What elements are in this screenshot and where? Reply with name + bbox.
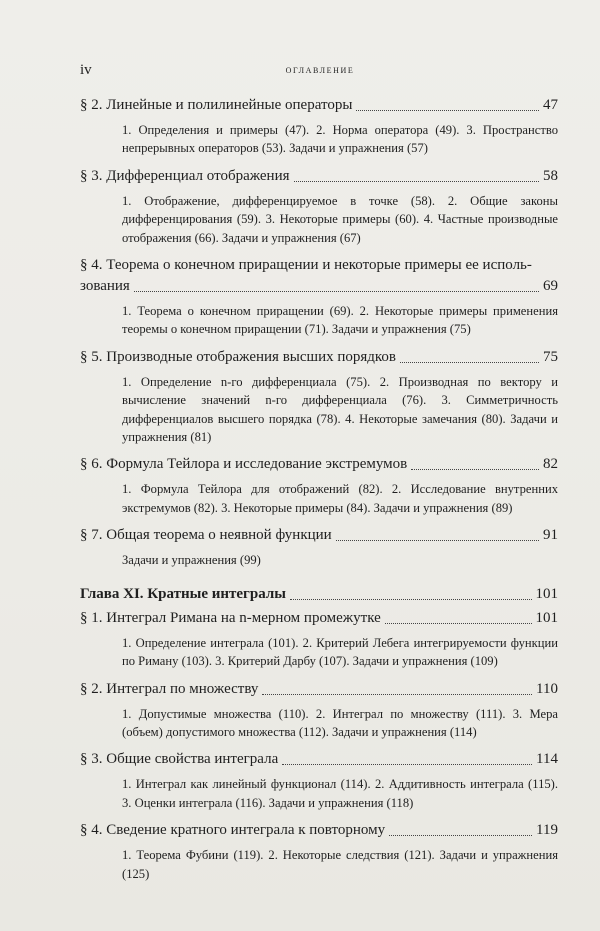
- toc-entry-section-6: [80, 454, 558, 475]
- leader-dots: [262, 694, 532, 695]
- leader-dots: [282, 764, 532, 765]
- chapter-title: Глава XI. Кратные интегралы: [80, 585, 286, 602]
- entry-page: 58: [543, 167, 558, 184]
- toc-entry-section-4: [80, 255, 558, 297]
- header-title: оглавление: [285, 64, 355, 76]
- running-header: [80, 62, 560, 82]
- leader-dots: [385, 623, 532, 624]
- toc-entry-section-5: [80, 347, 558, 368]
- entry-title: § 3. Дифференциал отображения: [80, 167, 290, 184]
- entry-subsections: 1. Теорема о конечном приращении (69). 2. Некоторые примеры применения теоремы о конечном приращении (71). Задачи и упражнения (75): [122, 304, 558, 337]
- entry-title: § 4. Сведение кратного интеграла к повторному: [80, 822, 386, 839]
- entry-page: 82: [543, 456, 558, 473]
- toc-entry-ch11-section-4: [80, 820, 558, 841]
- entry-title: § 3. Общие свойства интеграла: [80, 751, 279, 768]
- entry-subsections: 1. Отображение, дифференцируемое в точке (58). 2. Общие законы дифференцирования (59). 3. Некоторые примеры (60). 4. Частные производные отображения (66). Задачи и упражнения (67): [122, 193, 558, 245]
- toc-chapter-xi: [80, 584, 558, 605]
- entry-title: § 5. Производные отображения высших порядков: [80, 348, 397, 365]
- entry-page: 119: [536, 822, 558, 839]
- leader-dots: [290, 599, 532, 600]
- entry-page: 101: [535, 609, 558, 626]
- entry-subsections: 1. Интеграл как линейный функционал (114). 2. Аддитивность интеграла (115). 3. Оценки интеграла (116). Задачи и упражнения (118): [122, 777, 558, 810]
- entry-title-line1: § 4. Теорема о конечном приращении и некоторые примеры ее исполь-: [80, 257, 532, 274]
- toc-entry-ch11-section-1: [80, 608, 558, 629]
- leader-dots: [356, 110, 539, 111]
- page-number: iv: [80, 62, 92, 78]
- entry-page: 69: [543, 278, 558, 295]
- entry-page: 110: [536, 680, 558, 697]
- leader-dots: [294, 181, 539, 182]
- entry-title: § 1. Интеграл Римана на n-мерном промежутке: [80, 609, 381, 626]
- entry-title-line2: зования: [80, 278, 130, 295]
- entry-title-line2-row: [80, 276, 558, 297]
- entry-page: 91: [543, 527, 558, 544]
- entry-subsections: 1. Формула Тейлора для отображений (82). 2. Исследование внутренних экстремумов (82). 3. Некоторые примеры (84). Задачи и упражнения (89): [122, 482, 558, 515]
- toc-entry-section-3: [80, 166, 558, 187]
- entry-title: § 7. Общая теорема о неявной функции: [80, 527, 332, 544]
- chapter-page: 101: [535, 585, 558, 602]
- entry-page: 114: [536, 751, 558, 768]
- entry-title: § 2. Интеграл по множеству: [80, 680, 259, 697]
- entry-subsections: 1. Определение интеграла (101). 2. Критерий Лебега интегрируемости функции по Риману (103). 3. Критерий Дарбу (107). Задачи и упражнения (109): [122, 635, 558, 669]
- leader-dots: [411, 469, 539, 470]
- leader-dots: [400, 362, 539, 363]
- entry-page: 47: [543, 97, 558, 113]
- entry-subsections: 1. Определение n-го дифференциала (75). 2. Производная по вектору и вычисление значений n-го дифференциала (76). 3. Симметричность дифференциалов высшего порядка (78). 4. Некоторые замечания (80). Задачи и упражнения (81): [122, 374, 558, 445]
- leader-dots: [134, 291, 539, 292]
- table-of-contents: [80, 92, 558, 891]
- entry-subsections: Задачи и упражнения (99): [122, 553, 261, 568]
- leader-dots: [336, 540, 539, 541]
- toc-entry-ch11-section-3: [80, 749, 558, 770]
- entry-title: § 2. Линейные и полилинейные операторы: [80, 97, 353, 113]
- toc-entry-section-2: [80, 95, 558, 116]
- entry-title: § 6. Формула Тейлора и исследование экстремумов: [80, 456, 408, 473]
- entry-page: 75: [543, 348, 558, 365]
- toc-entry-ch11-section-2: [80, 679, 558, 700]
- leader-dots: [389, 835, 532, 836]
- entry-subsections: 1. Теорема Фубини (119). 2. Некоторые следствия (121). Задачи и упражнения (125): [122, 848, 558, 881]
- entry-subsections: 1. Допустимые множества (110). 2. Интеграл по множеству (111). 3. Мера (объем) допустимого множества (112). Задачи и упражнения (114): [122, 706, 558, 739]
- entry-subsections: 1. Определения и примеры (47). 2. Норма оператора (49). 3. Пространство непрерывных операторов (53). Задачи и упражнения (57): [122, 123, 558, 156]
- toc-entry-section-7: [80, 525, 558, 546]
